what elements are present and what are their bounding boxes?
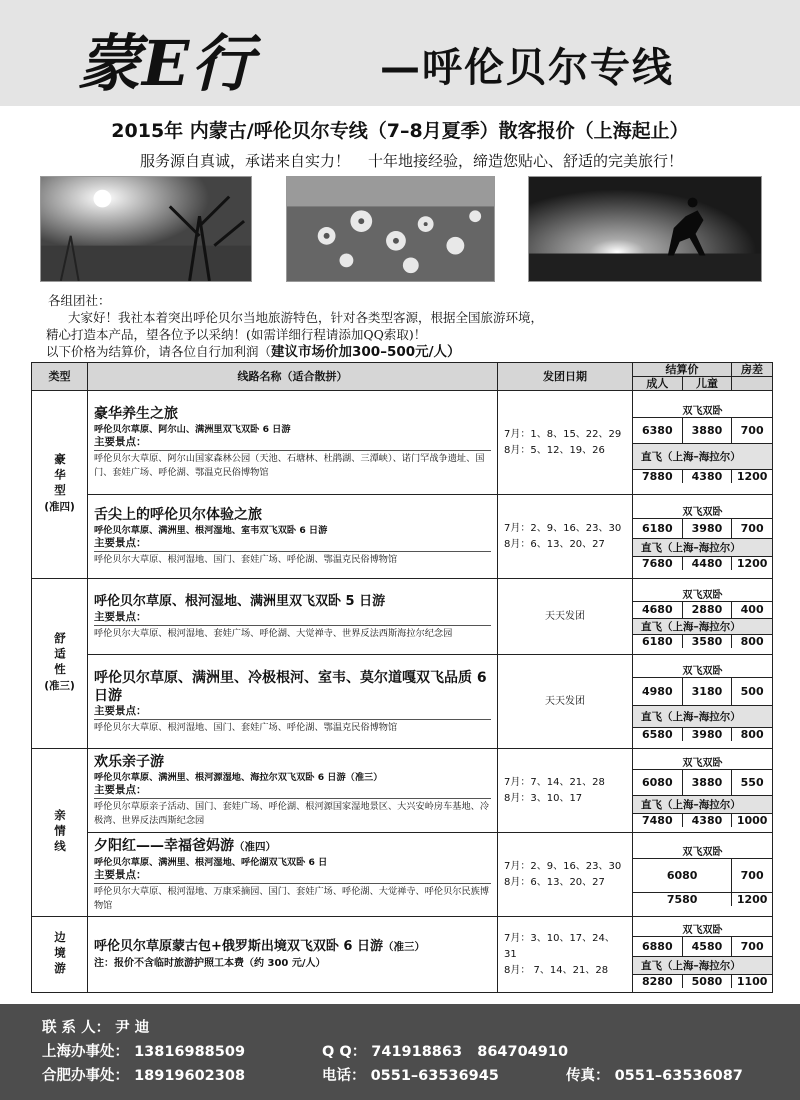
price-adult: 6380 xyxy=(633,418,683,443)
route-cell xyxy=(88,833,498,917)
brand-logo-text: 蒙E行 xyxy=(78,27,256,100)
hf-label: 合肥办事处： xyxy=(42,1068,129,1084)
price-flight: 直飞（上海–海拉尔） xyxy=(633,706,772,728)
table-row xyxy=(32,749,773,833)
slogan-experience: 十年地接经验，缔造您贴心、舒适的完美旅行！ xyxy=(368,152,684,170)
route-cell xyxy=(88,495,498,579)
price-child: 4380 xyxy=(683,470,733,483)
route-grade-tag: （准三） xyxy=(383,941,425,953)
price-block xyxy=(633,917,773,993)
header-type: 类型 xyxy=(32,363,88,391)
price-adult: 4680 xyxy=(633,602,683,618)
contact-person xyxy=(42,1016,149,1037)
route-title: 欢乐亲子游 xyxy=(94,754,164,770)
route-title-text: 夕阳红——幸福爸妈游 xyxy=(94,837,234,854)
route-sights-label: 主要景点： xyxy=(94,610,147,623)
price-adult: 7480 xyxy=(633,814,683,827)
type-name: 亲情线 xyxy=(53,809,67,856)
price-room: 1200 xyxy=(736,470,768,483)
date-line: 8月： 7、14、21、28 xyxy=(504,964,609,976)
intro-letter xyxy=(46,292,766,361)
photo-horse-rider-sunset xyxy=(528,176,762,282)
fax xyxy=(566,1064,743,1085)
brand-subtitle: —呼伦贝尔专线 xyxy=(380,45,674,91)
header-banner xyxy=(0,0,800,106)
price-label: 双飞双卧 xyxy=(682,589,723,601)
price-child: 4480 xyxy=(683,557,733,570)
header-room: 房差 xyxy=(741,363,763,376)
header-price xyxy=(633,363,773,377)
price-room: 1000 xyxy=(736,814,768,827)
letter-line-3: 精心打造本产品，望各位予以采纳！(如需详细行程请添加QQ索取)！ xyxy=(46,327,427,342)
price-child: 2880 xyxy=(683,602,733,618)
price-child: 3580 xyxy=(683,635,733,648)
price-block xyxy=(633,655,773,749)
price-adult: 6180 xyxy=(633,635,683,648)
route-sights-label: 主要景点： xyxy=(94,784,147,796)
letter-line-4 xyxy=(46,343,766,361)
type-grade: (准四) xyxy=(44,501,75,514)
price-flight: 直飞（上海–海拉尔） xyxy=(633,619,772,635)
header-child: 儿童 xyxy=(683,377,733,390)
price-adult: 8280 xyxy=(633,975,683,988)
letter-price-suggestion: 建议市场价加300–500元/人） xyxy=(271,344,461,360)
route-dates xyxy=(498,391,633,495)
price-label: 双飞双卧 xyxy=(682,758,723,769)
price-adult: 6880 xyxy=(633,937,683,956)
fax-number: 0551–63536087 xyxy=(614,1068,743,1084)
route-dates xyxy=(498,749,633,833)
header-adult: 成人 xyxy=(633,377,683,390)
price-room: 700 xyxy=(740,940,764,953)
date-line: 8月：6、13、20、27 xyxy=(504,876,605,888)
price-room: 800 xyxy=(740,634,764,648)
price-flight: 直飞（上海–海拉尔） xyxy=(633,444,772,470)
type-name: 边境游 xyxy=(53,931,67,978)
shanghai-office xyxy=(42,1040,245,1061)
header-route: 线路名称（适合散拼） xyxy=(88,363,498,391)
letter-line-2: 大家好！我社本着突出呼伦贝尔当地旅游特色，针对各类型客源，根据全国旅游环境， xyxy=(68,310,544,325)
price-room: 500 xyxy=(740,685,764,698)
route-subtitle: 呼伦贝尔草原、满洲里、根河湿地、呼伦湖双飞双卧 6 日 xyxy=(94,856,328,868)
price-child: 3980 xyxy=(683,728,733,741)
telephone xyxy=(322,1064,499,1085)
type-family xyxy=(32,749,88,917)
slogan-sincerity: 服务源自真诚，承诺来自实力！ xyxy=(140,152,351,170)
price-adult: 7880 xyxy=(633,470,683,483)
date-line: 7月：2、9、16、23、30 xyxy=(504,860,622,872)
table-row xyxy=(32,495,773,579)
price-child: 4380 xyxy=(683,814,733,827)
route-grade-tag: （准四） xyxy=(234,840,276,853)
price-block xyxy=(633,833,773,917)
route-sights-label: 主要景点： xyxy=(94,704,147,717)
price-flight: 直飞（上海–海拉尔） xyxy=(633,796,772,814)
price-label: 双飞双卧 xyxy=(682,406,723,417)
price-label: 双飞双卧 xyxy=(682,847,723,858)
type-name: 豪华型 xyxy=(53,452,67,500)
hefei-office xyxy=(42,1064,245,1085)
route-sights: 呼伦贝尔大草原、根河湿地、国门、套娃广场、呼伦湖、鄂温克民俗博物馆 xyxy=(94,551,491,567)
price-block xyxy=(633,495,773,579)
price-room: 700 xyxy=(740,869,764,882)
route-sights-label: 主要景点： xyxy=(94,537,147,549)
date-line: 8月：3、10、17 xyxy=(504,792,583,804)
price-room: 800 xyxy=(740,728,764,741)
route-dates xyxy=(498,833,633,917)
contact-footer xyxy=(0,1004,800,1100)
route-dates xyxy=(498,655,633,749)
date-line: 8月：6、13、20、27 xyxy=(504,538,605,550)
route-subtitle: 呼伦贝尔草原、满洲里、根河湿地、室韦双飞双卧 6 日游 xyxy=(94,525,328,536)
route-title: 呼伦贝尔草原、根河湿地、满洲里双飞双卧 5 日游 xyxy=(94,593,386,609)
price-room: 700 xyxy=(740,522,764,535)
price-flight: 直飞（上海–海拉尔） xyxy=(633,957,772,975)
route-sights-label: 主要景点： xyxy=(94,868,147,881)
hf-phone: 18919602308 xyxy=(134,1068,246,1084)
qq-number-1: 741918863 xyxy=(371,1044,463,1060)
date-line: 7月：1、8、15、22、29 xyxy=(504,428,622,440)
route-title xyxy=(94,938,491,956)
sh-phone: 13816988509 xyxy=(134,1044,246,1060)
price-adult: 7680 xyxy=(633,557,683,570)
tel-number: 0551–63536945 xyxy=(370,1068,499,1084)
table-row xyxy=(32,391,773,495)
price-adult: 4980 xyxy=(633,678,683,705)
type-border xyxy=(32,917,88,993)
price-child: 4580 xyxy=(683,937,733,956)
price-block xyxy=(633,749,773,833)
photo-sun-trees xyxy=(40,176,252,282)
tel-label: 电话： xyxy=(322,1068,366,1084)
route-title-text: 呼伦贝尔草原蒙古包+俄罗斯出境双飞双卧 6 日游 xyxy=(94,939,383,954)
qq-label: Q Q： xyxy=(322,1044,367,1060)
date-line: 7月：2、9、16、23、30 xyxy=(504,522,622,534)
route-price-table xyxy=(31,362,773,993)
route-cell xyxy=(88,579,498,655)
route-title: 呼伦贝尔草原、满洲里、冷极根河、室韦、莫尔道嘎双飞品质 6 日游 xyxy=(94,669,487,704)
contact-name: 尹 迪 xyxy=(115,1020,150,1036)
price-child: 3180 xyxy=(683,678,733,705)
header-price-sub xyxy=(633,377,773,391)
price-combined: 6080 xyxy=(633,859,732,892)
route-sights: 呼伦贝尔大草原、阿尔山国家森林公园（天池、石塘林、杜鹃湖、三潭峡）、诺门罕战争遗址、国门、套娃广场、呼伦湖、鄂温克民俗博物馆 xyxy=(94,450,491,480)
price-room: 550 xyxy=(740,776,764,789)
fax-label: 传真： xyxy=(566,1068,610,1084)
price-room: 700 xyxy=(740,424,764,437)
sh-label: 上海办事处： xyxy=(42,1044,129,1060)
route-title xyxy=(94,837,491,856)
price-label: 双飞双卧 xyxy=(682,507,723,518)
page-title: 2015年 内蒙古/呼伦贝尔专线（7–8月夏季）散客报价（上海起止） xyxy=(111,120,689,142)
price-child: 3880 xyxy=(683,418,733,443)
route-cell xyxy=(88,391,498,495)
price-label: 双飞双卧 xyxy=(682,666,723,677)
price-block xyxy=(633,579,773,655)
price-child: 3980 xyxy=(683,519,733,538)
table-row xyxy=(32,655,773,749)
qq-contacts xyxy=(322,1040,568,1061)
header-settle: 结算价 xyxy=(633,363,732,376)
route-sights-label: 主要景点： xyxy=(94,436,147,448)
price-flight: 直飞（上海–海拉尔） xyxy=(633,539,772,557)
route-note: 注：报价不含临时旅游护照工本费（约 300 元/人） xyxy=(94,958,326,969)
price-room: 1100 xyxy=(736,975,768,988)
date-line: 8月：5、12、19、26 xyxy=(504,444,605,456)
table-row xyxy=(32,579,773,655)
route-subtitle: 呼伦贝尔草原、满洲里、根河源湿地、海拉尔双飞双卧 6 日游（准三） xyxy=(94,772,383,783)
route-title: 舌尖上的呼伦贝尔体验之旅 xyxy=(94,507,262,523)
price-room: 400 xyxy=(740,603,764,616)
route-title: 豪华养生之旅 xyxy=(94,406,178,422)
route-sights: 呼伦贝尔大草原、根河湿地、套娃广场、呼伦湖、大觉禅寺、世界反法西斯海拉尔纪念园 xyxy=(94,625,491,641)
letter-greeting: 各组团社： xyxy=(48,293,111,308)
qq-number-2: 864704910 xyxy=(477,1044,569,1060)
table-row xyxy=(32,833,773,917)
date-line: 天天发团 xyxy=(545,610,585,622)
table-row xyxy=(32,917,773,993)
price-block xyxy=(633,391,773,495)
price-adult: 6080 xyxy=(633,770,683,795)
contact-label: 联 系 人： xyxy=(42,1020,111,1036)
price-room: 1200 xyxy=(736,893,768,906)
photo-flowers xyxy=(286,176,495,282)
price-adult: 6580 xyxy=(633,728,683,741)
route-cell xyxy=(88,917,498,993)
price-adult: 6180 xyxy=(633,519,683,538)
price-child: 3880 xyxy=(683,770,733,795)
route-dates xyxy=(498,495,633,579)
letter-line-4-text: 以下价格为结算价，请各位自行加利润（ xyxy=(46,344,272,359)
route-dates xyxy=(498,917,633,993)
type-grade: (准三) xyxy=(44,680,75,693)
type-comfort xyxy=(32,579,88,749)
date-line: 7月：3、10、17、24、31 xyxy=(504,932,615,960)
type-name: 舒适性 xyxy=(53,631,67,679)
price-label: 双飞双卧 xyxy=(682,925,723,936)
date-line: 7月：7、14、21、28 xyxy=(504,776,605,788)
price-child: 5080 xyxy=(683,975,733,988)
route-sights: 呼伦贝尔大草原、根河湿地、国门、套娃广场、呼伦湖、鄂温克民俗博物馆 xyxy=(94,719,491,735)
route-sights: 呼伦贝尔草原亲子活动、国门、套娃广场、呼伦湖、根河源国家湿地景区、大兴安岭房车基地、冷极湾、世界反法西斯纪念园 xyxy=(94,798,491,828)
date-line: 天天发团 xyxy=(545,695,585,707)
type-luxury xyxy=(32,391,88,579)
route-dates xyxy=(498,579,633,655)
route-sights: 呼伦贝尔大草原、根河湿地、万康采摘园、国门、套娃广场、呼伦湖、大觉禅寺、呼伦贝尔民族博物馆 xyxy=(94,883,491,913)
route-cell xyxy=(88,655,498,749)
route-cell xyxy=(88,749,498,833)
header-dates: 发团日期 xyxy=(498,363,633,391)
price-room: 1200 xyxy=(736,557,768,570)
route-subtitle: 呼伦贝尔草原、阿尔山、满洲里双飞双卧 6 日游 xyxy=(94,424,291,435)
price-combined: 7580 xyxy=(633,893,732,906)
